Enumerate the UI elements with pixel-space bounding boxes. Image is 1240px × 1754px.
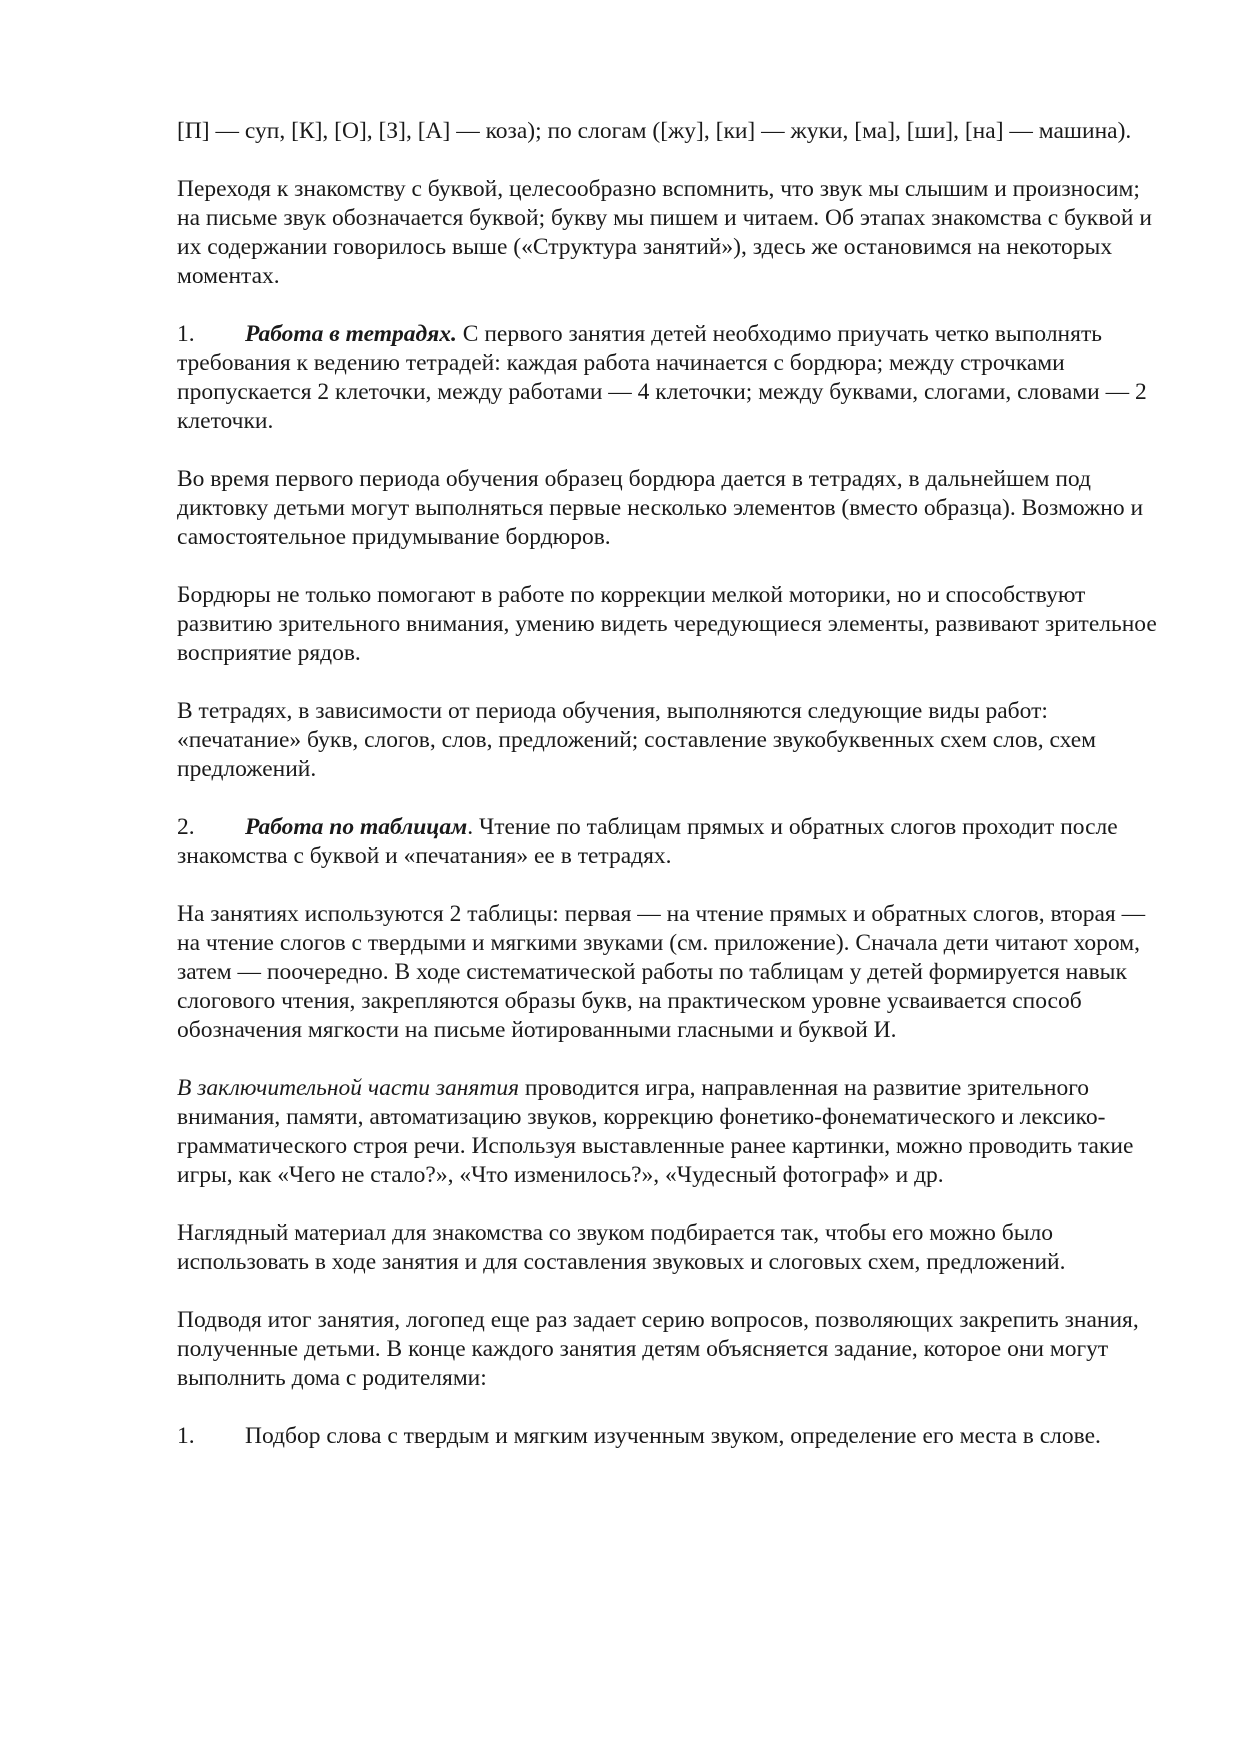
list-item-notebook-work <box>177 320 1157 436</box>
paragraph-visual-material <box>177 1219 1157 1277</box>
list-item-number: 1. <box>177 1423 195 1449</box>
paragraph-border-benefits <box>177 581 1157 668</box>
paragraph-text: Переходя к знакомству с буквой, целесообразно вспомнить, что звук мы слышим и произносим; на письме звук обозначается буквой; букву мы пишем и читаем. Об этапах знакомства с буквой и их содержании говорилось выше («Структура занятий»), здесь же остановимся на некоторых моментах. <box>177 176 1152 289</box>
list-item-homework <box>177 1422 1157 1451</box>
list-item-text: Подбор слова с твердым и мягким изученным звуком, определение его места в слове. <box>245 1423 1101 1449</box>
paragraph-text: Наглядный материал для знакомства со звуком подбирается так, чтобы его можно было использовать в ходе занятия и для составления звуковых и слоговых схем, предложений. <box>177 1220 1066 1275</box>
list-item-table-work <box>177 813 1157 871</box>
paragraph-lead: В заключительной части занятия <box>177 1075 520 1101</box>
paragraph-letter-intro <box>177 175 1157 291</box>
paragraph-text: В тетрадях, в зависимости от периода обучения, выполняются следующие виды работ: «печатание» букв, слогов, слов, предложений; составление звукобуквенных схем слов, схем предложений. <box>177 698 1097 782</box>
paragraph-text: Бордюры не только помогают в работе по коррекции мелкой моторики, но и способствуют развитию зрительного внимания, умению видеть чередующиеся элементы, развивают зрительное восприятие рядов. <box>177 582 1157 666</box>
list-item-number: 1. <box>177 321 195 347</box>
list-item-number: 2. <box>177 814 195 840</box>
document-body <box>177 117 1157 1480</box>
paragraph-final-part <box>177 1074 1157 1190</box>
list-item-heading: Работа в тетрадях. <box>245 321 457 347</box>
paragraph-border-sample <box>177 465 1157 552</box>
paragraph-summary <box>177 1306 1157 1393</box>
paragraph-text: Подводя итог занятия, логопед еще раз задает серию вопросов, позволяющих закрепить знания, полученные детьми. В конце каждого занятия детям объясняется задание, которое они могут выполнить дома с родителями: <box>177 1307 1139 1391</box>
list-item-text: С первого занятия детей необходимо приучать четко выполнять требования к ведению тетрадей: каждая работа начинается с бордюра; между строчками пропускается 2 клеточки, между работами — 4 клеточки; между буквами, слогами, словами — 2 клеточки. <box>177 321 1147 434</box>
paragraph-text: проводится игра, направленная на развитие зрительного внимания, памяти, автоматизацию звуков, коррекцию фонетико-фонематического и лексико-грамматического строя речи. Используя выставленные ранее картинки, можно проводить такие игры, как «Чего не стало?», «Что изменилось?», «Чудесный фотограф» и др. <box>177 1075 1134 1188</box>
paragraph-sound-examples <box>177 117 1157 146</box>
paragraph-notebook-tasks <box>177 697 1157 784</box>
list-item-text: . Чтение по таблицам прямых и обратных слогов проходит после знакомства с буквой и «печатания» ее в тетрадях. <box>177 814 1118 869</box>
paragraph-tables-usage <box>177 900 1157 1045</box>
paragraph-text: [П] — суп, [К], [О], [З], [А] — коза); по слогам ([жу], [ки] — жуки, [ма], [ши], [на] — машина). <box>177 118 1132 144</box>
paragraph-text: Во время первого периода обучения образец бордюра дается в тетрадях, в дальнейшем под диктовку детьми могут выполняться первые несколько элементов (вместо образца). Возможно и самостоятельное придумывание бордюров. <box>177 466 1144 550</box>
list-item-heading: Работа по таблицам <box>245 814 468 840</box>
paragraph-text: На занятиях используются 2 таблицы: первая — на чтение прямых и обратных слогов, вторая — на чтение слогов с твердыми и мягкими звуками (см. приложение). Сначала дети читают хором, затем — поочередно. В ходе систематической работы по таблицам у детей формируется навык слогового чтения, закрепляются образы букв, на практическом уровне усваивается способ обозначения мягкости на письме йотированными гласными и буквой И. <box>177 901 1146 1043</box>
